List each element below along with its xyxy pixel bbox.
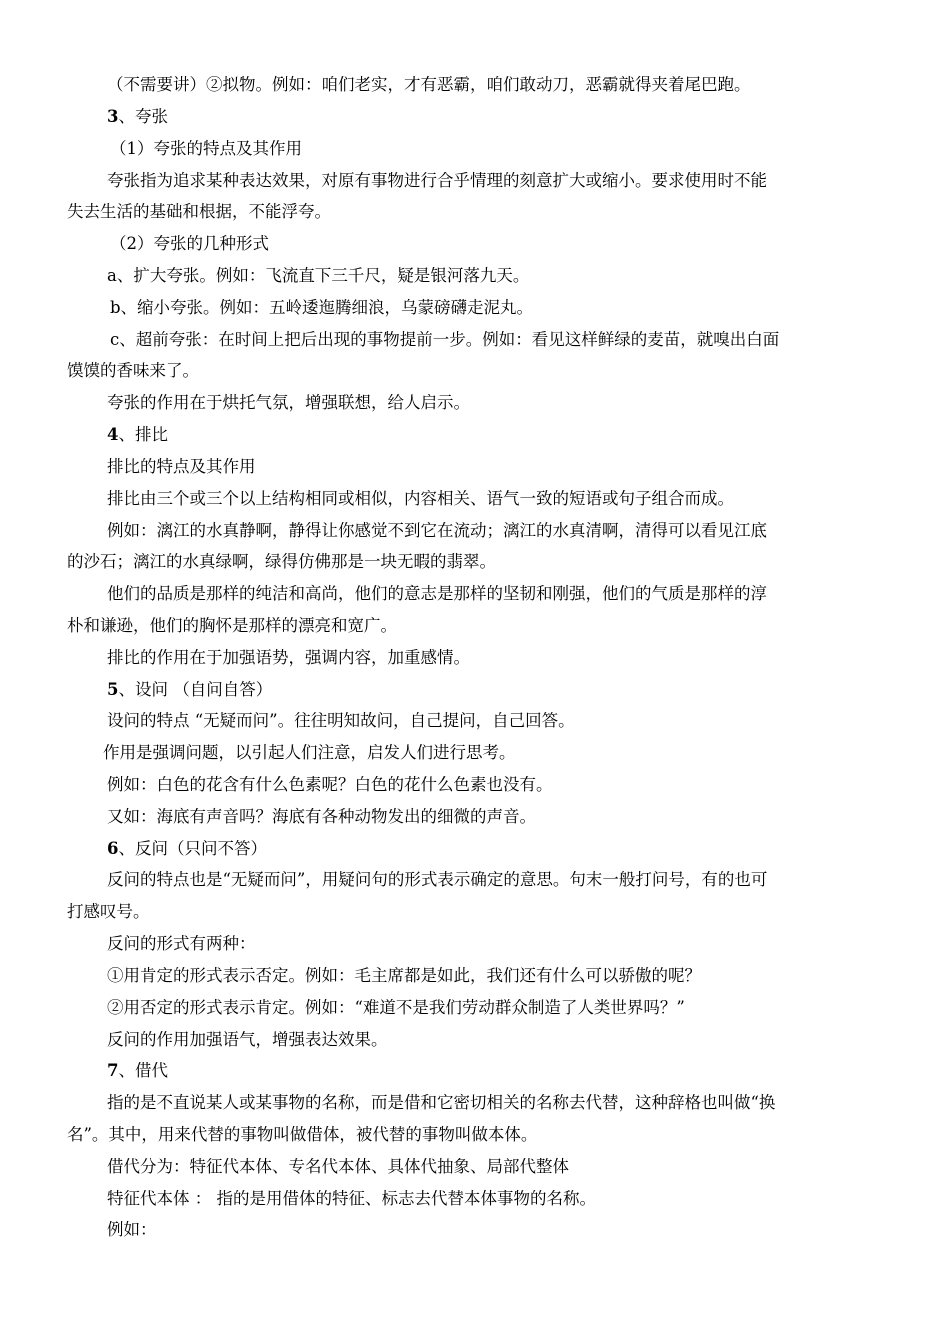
text-line: 借代分为：特征代本体、专名代本体、具体代抽象、局部代整体 xyxy=(107,1157,569,1176)
section-heading-hyperbole: 3、夸张 xyxy=(107,107,168,126)
text-line: 指的是不直说某人或某事物的名称，而是借和它密切相关的名称去代替，这种辞格也叫做“换 xyxy=(107,1093,776,1112)
section-heading-rhetorical-challenge: 6、反问（只问不答） xyxy=(107,839,267,858)
section-heading-parallelism: 4、排比 xyxy=(107,425,168,444)
text-line: （不需要讲）②拟物。例如：咱们老实，才有恶霸，咱们敢动刀，恶霸就得夹着尾巴跑。 xyxy=(107,75,751,94)
text-line: a、扩大夸张。例如：飞流直下三千尺，疑是银河落九天。 xyxy=(107,266,530,285)
text-line: 馍馍的香味来了。 xyxy=(67,361,199,380)
text-line: b、缩小夸张。例如：五岭逶迤腾细浪，乌蒙磅礴走泥丸。 xyxy=(110,298,534,317)
text-line: 失去生活的基础和根据，不能浮夸。 xyxy=(67,202,331,221)
text-line: 反问的作用加强语气，增强表达效果。 xyxy=(107,1030,388,1049)
subheading: 排比的特点及其作用 xyxy=(107,457,256,476)
text-line: 反问的形式有两种： xyxy=(107,934,256,953)
text-line: 又如：海底有声音吗？海底有各种动物发出的细微的声音。 xyxy=(107,807,536,826)
text-line: 他们的品质是那样的纯洁和高尚，他们的意志是那样的坚韧和刚强，他们的气质是那样的淳 xyxy=(107,584,767,603)
text-line: 反问的特点也是“无疑而问”，用疑问句的形式表示确定的意思。句末一般打问号，有的也可 xyxy=(107,870,768,889)
text-line: c、超前夸张：在时间上把后出现的事物提前一步。例如：看见这样鲜绿的麦苗，就嗅出白面 xyxy=(110,330,780,349)
text-line: 名”。其中，用来代替的事物叫做借体，被代替的事物叫做本体。 xyxy=(67,1125,538,1144)
text-line: 朴和谦逊，他们的胸怀是那样的漂亮和宽广。 xyxy=(67,616,397,635)
text-line: ①用肯定的形式表示否定。例如：毛主席都是如此，我们还有什么可以骄傲的呢？ xyxy=(107,966,701,985)
text-line: 设问的特点 “无疑而问”。往往明知故问，自己提问，自己回答。 xyxy=(107,711,575,730)
section-heading-rhetorical-question: 5、设问 （自问自答） xyxy=(107,680,273,699)
text-line: 夸张指为追求某种表达效果，对原有事物进行合乎情理的刻意扩大或缩小。要求使用时不能 xyxy=(107,171,767,190)
text-line: 夸张的作用在于烘托气氛，增强联想，给人启示。 xyxy=(107,393,470,412)
text-line: 作用是强调问题，以引起人们注意，启发人们进行思考。 xyxy=(103,743,516,762)
text-line: 打感叹号。 xyxy=(67,902,150,921)
text-line: 的沙石；漓江的水真绿啊，绿得仿佛那是一块无暇的翡翠。 xyxy=(67,552,496,571)
text-line: 排比由三个或三个以上结构相同或相似，内容相关、语气一致的短语或句子组合而成。 xyxy=(107,489,734,508)
text-line: ②用否定的形式表示肯定。例如：“难道不是我们劳动群众制造了人类世界吗？” xyxy=(107,998,685,1017)
subheading: （2）夸张的几种形式 xyxy=(110,234,269,253)
text-line: 例如：白色的花含有什么色素呢？白色的花什么色素也没有。 xyxy=(107,775,553,794)
section-heading-metonymy: 7、借代 xyxy=(107,1061,168,1080)
text-line: 排比的作用在于加强语势，强调内容，加重感情。 xyxy=(107,648,470,667)
text-line: 例如： xyxy=(107,1220,157,1239)
text-line: 例如：漓江的水真静啊，静得让你感觉不到它在流动；漓江的水真清啊，清得可以看见江底 xyxy=(107,521,767,540)
text-line: 特征代本体 ： 指的是用借体的特征、标志去代替本体事物的名称。 xyxy=(107,1189,596,1208)
subheading: （1）夸张的特点及其作用 xyxy=(110,139,302,158)
